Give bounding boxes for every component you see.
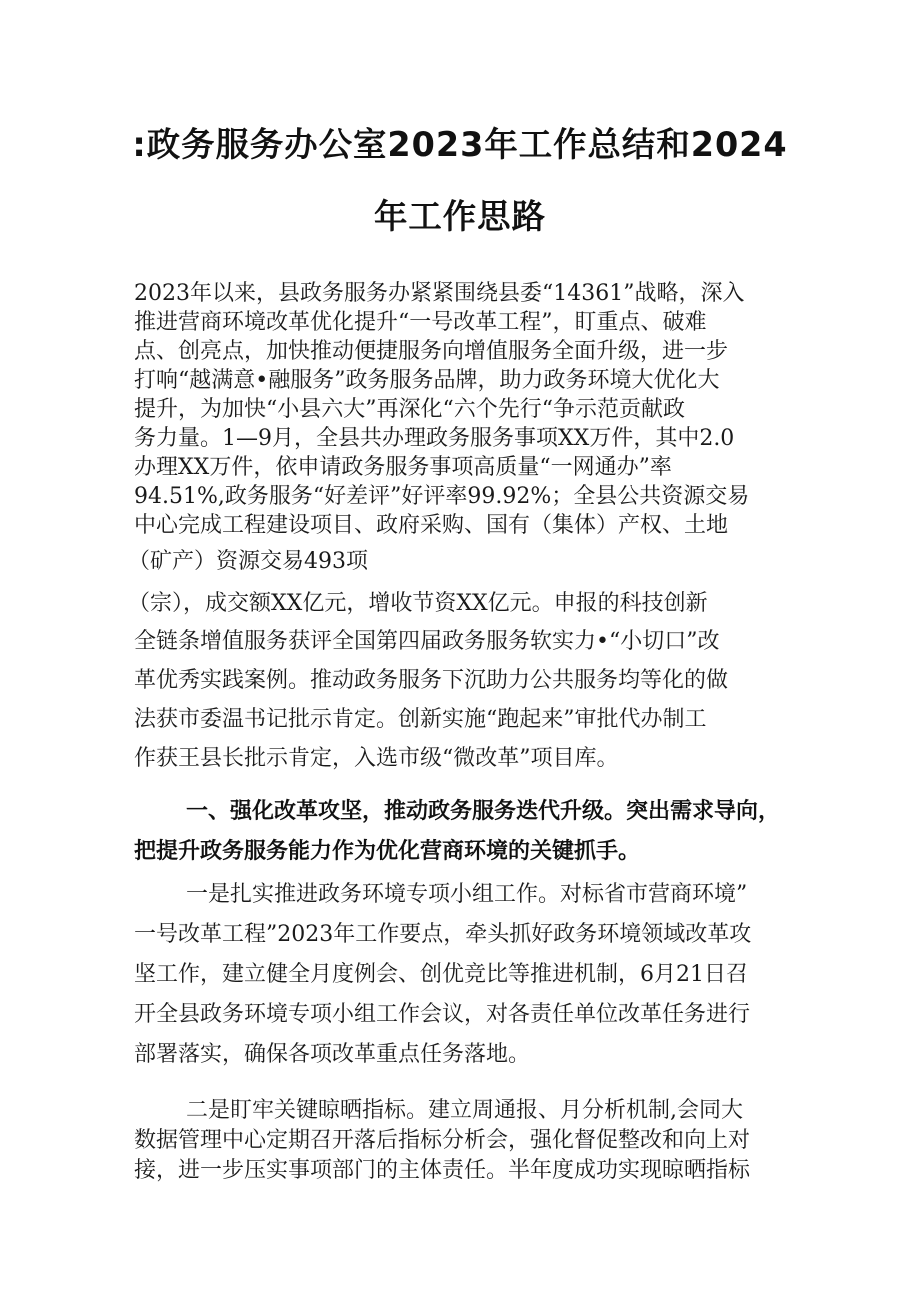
document-title-line-2: 年工作思路 (374, 197, 546, 236)
intro-line: 作获王县长批示肯定，入选市级“微改革”项目库。 (134, 746, 619, 771)
intro-line: 94.51%,政务服务“好差评”好评率99.92%；全县公共资源交易 (134, 484, 750, 509)
body-line: 一号改革工程”2023年工作要点，牵头抓好政务环境领域改革攻 (134, 922, 752, 947)
intro-line: 办理XX万件，依申请政务服务事项高质量“一网通办”率 (134, 455, 672, 480)
section-heading-line: 把提升政务服务能力作为优化营商环境的关键抓手。 (134, 839, 641, 864)
intro-line: 务力量。1—9月，全县共办理政务服务事项XX万件，其中2.0 (134, 426, 735, 451)
body-line: 部署落实，确保各项改革重点任务落地。 (134, 1042, 531, 1067)
intro-line: 推进营商环境改革优化提升“一号改革工程”，盯重点、破难 (134, 310, 707, 335)
intro-line: 2023年以来，县政务服务办紧紧围绕县委“14361”战略，深入 (134, 281, 745, 306)
body-line: 坚工作，建立健全月度例会、创优竞比等推进机制，6月21日召 (134, 962, 748, 987)
intro-line: 提升，为加快“小县六大”再深化“六个先行“争示范贡献政 (134, 397, 685, 422)
document-title-line-1: :政务服务办公室2023年工作总结和2024 (132, 125, 788, 164)
body-line: 接，进一步压实事项部门的主体责任。半年度成功实现晾晒指标 (134, 1158, 751, 1183)
intro-line: 法获市委温书记批示肯定。创新实施“跑起来”审批代办制工 (134, 707, 707, 732)
body-line: 数据管理中心定期召开落后指标分析会，强化督促整改和向上对 (134, 1128, 751, 1153)
section-heading-line: 一、强化改革攻坚，推动政务服务迭代升级。突出需求导向， (186, 799, 781, 824)
intro-line: 中心完成工程建设项目、政府采购、国有（集体）产权、土地 (134, 513, 729, 538)
intro-line: （宗），成交额XX亿元，增收节资XX亿元。申报的科技创新 (128, 591, 708, 616)
intro-line: （矿产）资源交易493项 (128, 549, 368, 574)
intro-line: 打响“越满意•融服务”政务服务品牌，助力政务环境大优化大 (134, 368, 720, 393)
body-line: 开全县政务环境专项小组工作会议，对各责任单位改革任务进行 (134, 1002, 751, 1027)
body-line: 二是盯牢关键晾晒指标。建立周通报、月分析机制,会同大 (186, 1098, 743, 1123)
intro-line: 全链条增值服务获评全国第四届政务服务软实力•“小切口”改 (134, 629, 720, 654)
body-line: 一是扎实推进政务环境专项小组工作。对标省市营商环境” (186, 882, 748, 907)
intro-line: 点、创亮点，加快推动便捷服务向增值服务全面升级，进一步 (134, 339, 729, 364)
intro-line: 革优秀实践案例。推动政务服务下沉助力公共服务均等化的做 (134, 668, 729, 693)
